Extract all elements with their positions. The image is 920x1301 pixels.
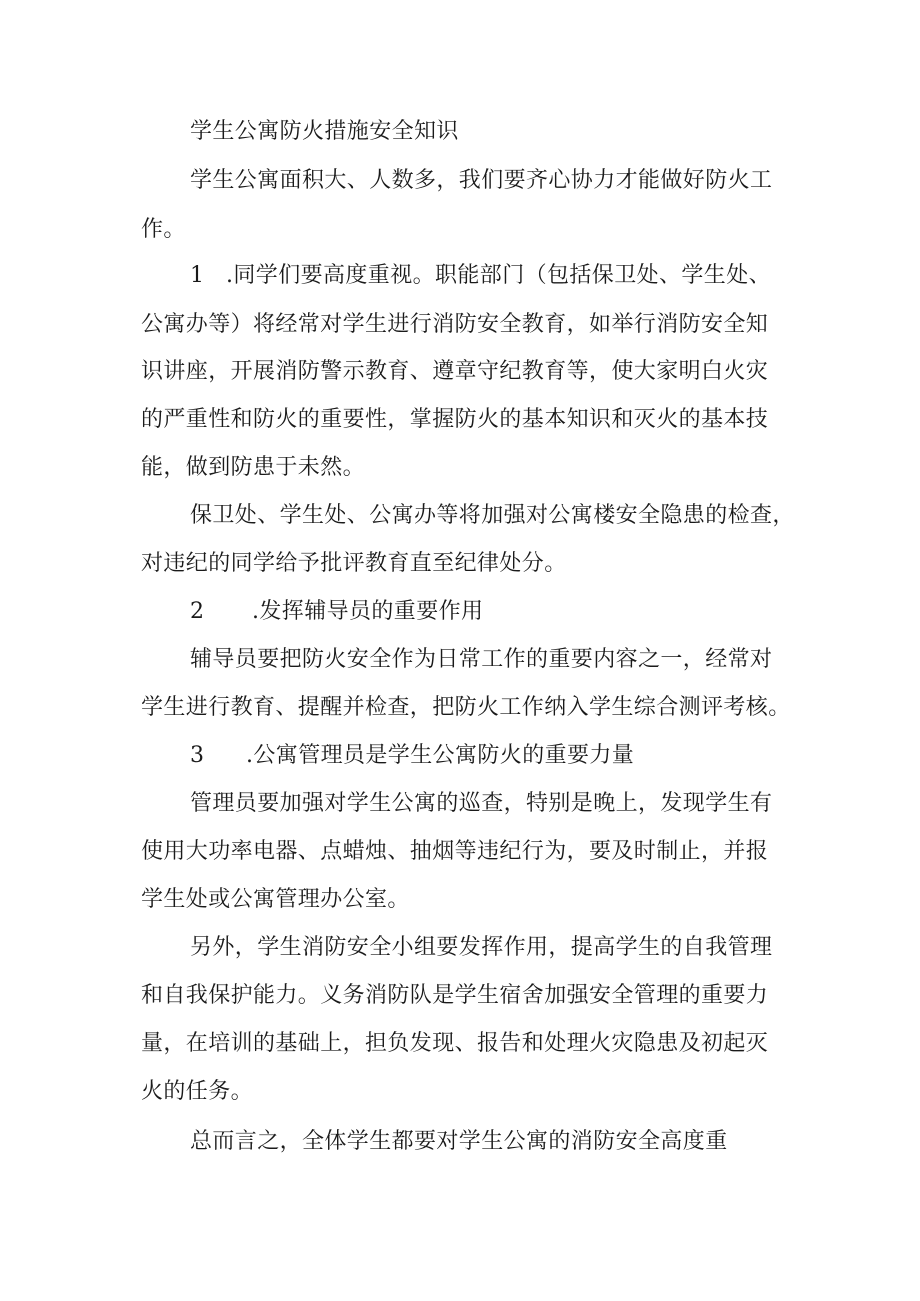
item3-number: 3 bbox=[190, 743, 205, 768]
item1-number: 1 bbox=[190, 263, 205, 288]
item1-followup-line-2: 对违纪的同学给予批评教育直至纪律处分。 bbox=[141, 551, 567, 576]
item2-line-2: 学生进行教育、提醒并检查，把防火工作纳入学生综合测评考核。 bbox=[141, 695, 791, 720]
item1-line-5: 能，做到防患于未然。 bbox=[141, 455, 366, 480]
additional-line-4: 火的任务。 bbox=[141, 1079, 254, 1104]
item3-line-2: 使用大功率电器、点蜡烛、抽烟等违纪行为，要及时制止，并报 bbox=[141, 839, 769, 864]
item3-heading-text: .公寓管理员是学生公寓防火的重要力量 bbox=[246, 743, 635, 768]
item3-line-1: 管理员要加强对学生公寓的巡查，特别是晚上，发现学生有 bbox=[190, 791, 773, 816]
item2-number: 2 bbox=[190, 599, 205, 624]
item2-heading bbox=[190, 597, 483, 627]
item1-line-1 bbox=[190, 261, 771, 291]
item3-heading bbox=[190, 741, 634, 771]
item1-followup-line-1: 保卫处、学生处、公寓办等将加强对公寓楼安全隐患的检查， bbox=[190, 503, 795, 528]
item1-line-3: 识讲座，开展消防警示教育、遵章守纪教育等，使大家明白火灾 bbox=[141, 359, 769, 384]
intro-line-1: 学生公寓面积大、人数多，我们要齐心协力才能做好防火工 bbox=[190, 168, 773, 193]
item1-line-2: 公寓办等）将经常对学生进行消防安全教育，如举行消防安全知 bbox=[141, 312, 769, 337]
conclusion-line-1: 总而言之，全体学生都要对学生公寓的消防安全高度重 bbox=[190, 1129, 728, 1154]
item2-heading-text: .发挥辅导员的重要作用 bbox=[252, 599, 484, 624]
item1-text-1: .同学们要高度重视。职能部门（包括保卫处、学生处、 bbox=[226, 263, 771, 288]
additional-line-1: 另外，学生消防安全小组要发挥作用，提高学生的自我管理 bbox=[190, 935, 773, 960]
additional-line-3: 量，在培训的基础上，担负发现、报告和处理火灾隐患及初起灭 bbox=[141, 1031, 769, 1056]
document-title: 学生公寓防火措施安全知识 bbox=[190, 119, 459, 144]
item2-line-1: 辅导员要把防火安全作为日常工作的重要内容之一，经常对 bbox=[190, 647, 773, 672]
intro-line-2: 作。 bbox=[141, 217, 186, 242]
additional-line-2: 和自我保护能力。义务消防队是学生宿舍加强安全管理的重要力 bbox=[141, 983, 769, 1008]
item1-line-4: 的严重性和防火的重要性，掌握防火的基本知识和灭火的基本技 bbox=[141, 407, 769, 432]
item3-line-3: 学生处或公寓管理办公室。 bbox=[141, 887, 410, 912]
